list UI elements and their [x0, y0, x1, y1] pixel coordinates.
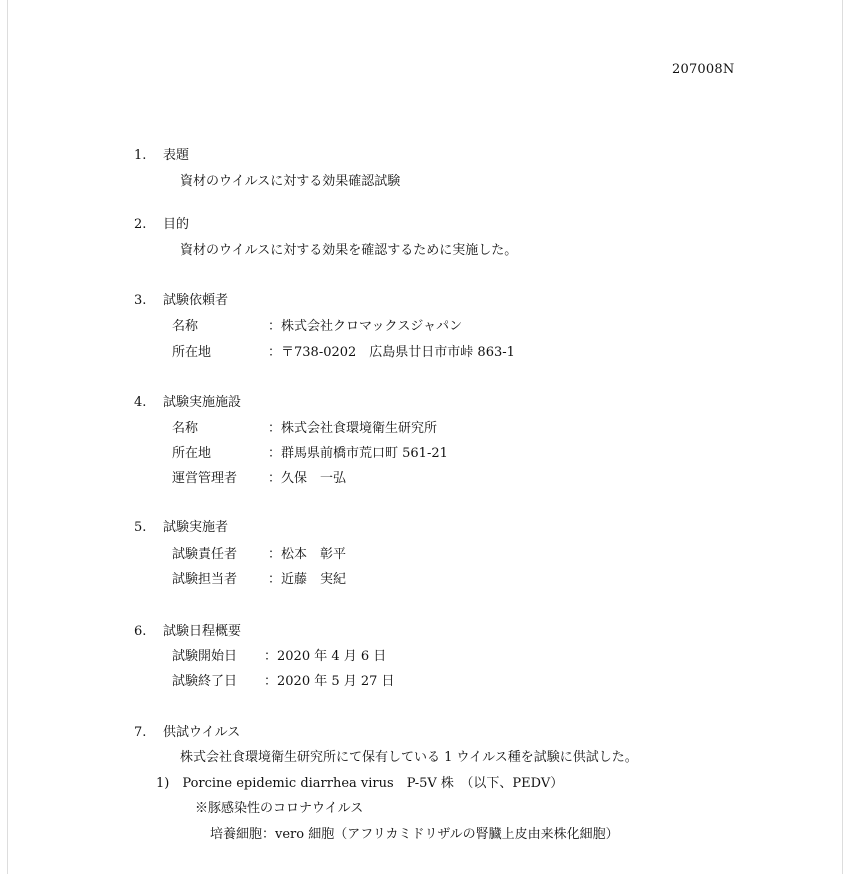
- section-1-heading: [134, 144, 189, 164]
- field-value: ：2020 年 4 月 6 日: [264, 649, 387, 664]
- section-1-text: 資材のウイルスに対する効果確認試験: [180, 174, 401, 189]
- section-number: 1.: [134, 148, 147, 163]
- field-value: ：2020 年 5 月 27 日: [264, 674, 395, 689]
- section-number: 5.: [134, 520, 147, 535]
- section-number: 7.: [134, 725, 147, 740]
- field-value: ：松本 彰平: [268, 547, 347, 562]
- virus-note: ※豚感染性のコロナウイルス: [195, 801, 364, 816]
- section-number: 2.: [134, 217, 147, 232]
- section-3-heading: [134, 289, 228, 309]
- section-number: 4.: [134, 395, 147, 410]
- section-title: 試験実施者: [163, 520, 229, 535]
- field-label: 名称: [172, 319, 199, 334]
- field-label: 試験担当者: [172, 572, 238, 587]
- field-row: [172, 670, 395, 689]
- section-title: 試験実施施設: [163, 395, 242, 410]
- section-4-heading: [134, 391, 241, 411]
- field-value: ：株式会社クロマックスジャパン: [268, 319, 463, 334]
- section-number: 3.: [134, 293, 147, 308]
- culture-cell: 培養細胞：vero 細胞（アフリカミドリザルの腎臓上皮由来株化細胞）: [210, 827, 619, 842]
- section-title: 試験依頼者: [163, 293, 229, 308]
- field-row: [172, 315, 462, 334]
- field-row: [172, 341, 515, 360]
- field-row: [172, 568, 346, 587]
- field-value: ：群馬県前橋市荒口町 561-21: [268, 446, 448, 461]
- field-label: 名称: [172, 421, 199, 436]
- field-value: ：〒738-0202 広島県廿日市市峠 863-1: [268, 345, 515, 360]
- section-2-heading: [134, 213, 189, 233]
- field-label: 所在地: [172, 345, 212, 360]
- section-title: 表題: [163, 148, 190, 163]
- field-row: [172, 467, 346, 486]
- section-title: 試験日程概要: [163, 624, 242, 639]
- field-row: [172, 543, 346, 562]
- field-label: 所在地: [172, 446, 212, 461]
- field-label: 試験責任者: [172, 547, 238, 562]
- section-7-text: 株式会社食環境衛生研究所にて保有している 1 ウイルス種を試験に供試した。: [180, 750, 638, 765]
- section-7-heading: [134, 721, 240, 741]
- field-row: [172, 442, 448, 461]
- section-title: 供試ウイルス: [163, 725, 241, 740]
- field-value: ：近藤 実紀: [268, 572, 347, 587]
- field-label: 運営管理者: [172, 471, 238, 486]
- field-row: [172, 417, 437, 436]
- section-2-text: 資材のウイルスに対する効果を確認するために実施した。: [180, 243, 518, 258]
- field-label: 試験終了日: [172, 674, 238, 689]
- field-value: ：久保 一弘: [268, 471, 347, 486]
- section-title: 目的: [163, 217, 190, 232]
- field-label: 試験開始日: [172, 649, 238, 664]
- field-row: [172, 645, 386, 664]
- section-5-heading: [134, 516, 228, 536]
- document-page: [7, 0, 843, 874]
- section-number: 6.: [134, 624, 147, 639]
- document-number: 207008N: [672, 62, 735, 77]
- virus-item: 1) Porcine epidemic diarrhea virus P-5V 株 （以下、PEDV）: [156, 776, 564, 791]
- field-value: ：株式会社食環境衛生研究所: [268, 421, 438, 436]
- section-6-heading: [134, 620, 241, 640]
